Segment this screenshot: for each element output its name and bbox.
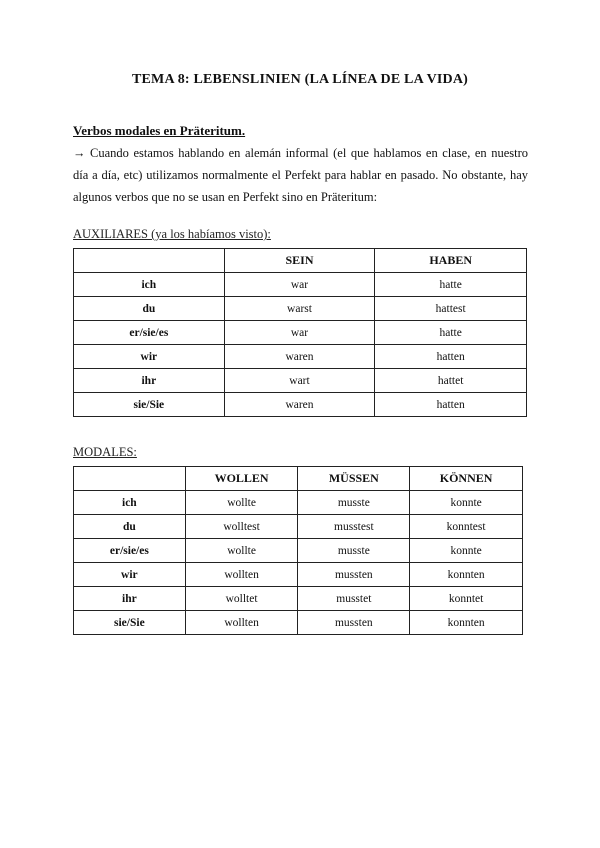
- table-cell: musstest: [298, 515, 410, 539]
- table-cell: war: [224, 273, 375, 297]
- pronoun-cell: wir: [74, 563, 186, 587]
- table-row: [74, 273, 527, 297]
- page-title: TEMA 8: LEBENSLINIEN (LA LÍNEA DE LA VIDA): [131, 72, 469, 87]
- header-cell-sein: SEIN: [224, 249, 375, 273]
- table-cell: wollte: [185, 491, 298, 515]
- table-row: [74, 491, 523, 515]
- table-cell: hatte: [375, 321, 527, 345]
- table-header-row: [74, 467, 523, 491]
- table-cell: wollte: [185, 539, 298, 563]
- table-cell: warst: [224, 297, 375, 321]
- pronoun-cell: du: [74, 515, 186, 539]
- pronoun-cell: ich: [74, 273, 225, 297]
- table-row: [74, 321, 527, 345]
- table-cell: konntet: [410, 587, 523, 611]
- header-cell-wollen: WOLLEN: [185, 467, 298, 491]
- header-cell-empty: [74, 249, 225, 273]
- table-cell: konnte: [410, 539, 523, 563]
- table-row: [74, 297, 527, 321]
- table-row: [74, 345, 527, 369]
- table-cell: musste: [298, 491, 410, 515]
- header-cell-muessen: MÜSSEN: [298, 467, 410, 491]
- table-row: [74, 369, 527, 393]
- pronoun-cell: sie/Sie: [74, 393, 225, 417]
- table-cell: wollten: [185, 611, 298, 635]
- header-cell-haben: HABEN: [375, 249, 527, 273]
- table-cell: wolltet: [185, 587, 298, 611]
- modales-table: [73, 466, 523, 635]
- table-cell: wolltest: [185, 515, 298, 539]
- table-cell: hattet: [375, 369, 527, 393]
- table-row: [74, 393, 527, 417]
- table-row: [74, 587, 523, 611]
- table-cell: mussten: [298, 611, 410, 635]
- section-heading: Verbos modales en Präteritum.: [73, 123, 246, 138]
- table-row: [74, 539, 523, 563]
- table-cell: wart: [224, 369, 375, 393]
- table-cell: konntest: [410, 515, 523, 539]
- pronoun-cell: wir: [74, 345, 225, 369]
- auxiliares-label: AUXILIARES (ya los habíamos visto):: [73, 227, 271, 241]
- pronoun-cell: ihr: [74, 369, 225, 393]
- auxiliares-table: [73, 248, 527, 417]
- pronoun-cell: ich: [74, 491, 186, 515]
- table-cell: waren: [224, 345, 375, 369]
- table-cell: hattest: [375, 297, 527, 321]
- table-cell: konnten: [410, 563, 523, 587]
- table-cell: musste: [298, 539, 410, 563]
- pronoun-cell: du: [74, 297, 225, 321]
- table-cell: musstet: [298, 587, 410, 611]
- table-cell: wollten: [185, 563, 298, 587]
- table-cell: waren: [224, 393, 375, 417]
- table-header-row: [74, 249, 527, 273]
- pronoun-cell: er/sie/es: [74, 321, 225, 345]
- pronoun-cell: sie/Sie: [74, 611, 186, 635]
- table-row: [74, 515, 523, 539]
- table-cell: mussten: [298, 563, 410, 587]
- table-cell: hatten: [375, 345, 527, 369]
- table-cell: war: [224, 321, 375, 345]
- table-row: [74, 611, 523, 635]
- header-cell-koennen: KÖNNEN: [410, 467, 523, 491]
- table-cell: konnte: [410, 491, 523, 515]
- table-cell: hatten: [375, 393, 527, 417]
- header-cell-empty: [74, 467, 186, 491]
- table-row: [74, 563, 523, 587]
- modales-label: MODALES:: [73, 445, 137, 459]
- intro-paragraph: → Cuando estamos hablando en alemán informal (el que hablamos en clase, en nuestro día a día, etc) utilizamos normalmente el Perfekt para hablar en pasado. No obstante, hay algunos verbos que no se usan en Perfekt sino en Präteritum:: [73, 146, 528, 204]
- table-cell: konnten: [410, 611, 523, 635]
- pronoun-cell: er/sie/es: [74, 539, 186, 563]
- pronoun-cell: ihr: [74, 587, 186, 611]
- table-cell: hatte: [375, 273, 527, 297]
